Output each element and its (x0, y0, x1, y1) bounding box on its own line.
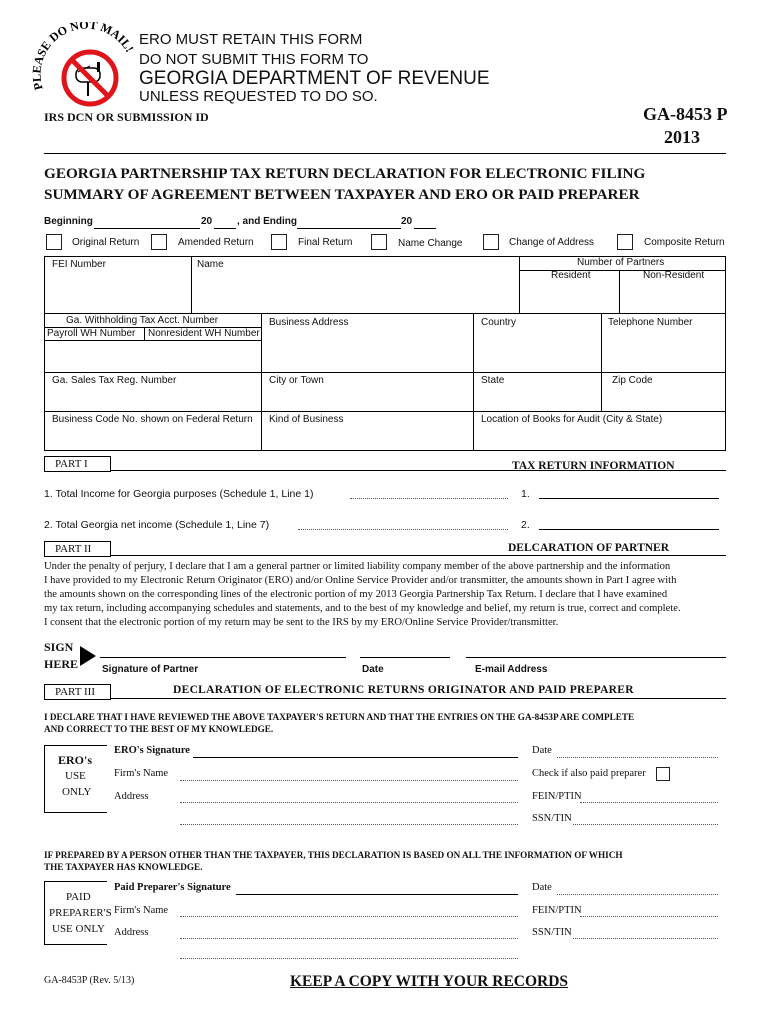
pp-box-line-3: USE ONLY (52, 923, 105, 935)
pp-firm-field[interactable] (180, 916, 518, 917)
nonresident-label: Non-Resident (643, 270, 705, 281)
city-label: City or Town (269, 375, 324, 386)
pp-date-label: Date (532, 882, 552, 893)
arrow-right-icon (80, 646, 96, 671)
checkbox-amended-return[interactable] (151, 234, 167, 250)
pp-signature-field[interactable] (236, 894, 518, 895)
form-revision: GA-8453P (Rev. 5/13) (44, 975, 135, 986)
header-line-3: GEORGIA DEPARTMENT OF REVENUE (139, 68, 490, 89)
sales-tax-label: Ga. Sales Tax Reg. Number (52, 375, 177, 386)
keep-copy-notice: KEEP A COPY WITH YOUR RECORDS (290, 973, 569, 990)
checkbox-paid-preparer[interactable] (656, 767, 670, 781)
part-1-label: PART I (44, 456, 111, 472)
part-3-title: DECLARATION OF ELECTRONIC RETURNS ORIGINATOR AND PAID PREPARER (173, 684, 634, 696)
form-id: GA-8453 P (643, 104, 728, 124)
country-label: Country (481, 317, 517, 328)
pp-signature-label: Paid Preparer's Signature (114, 882, 231, 893)
ero-fein-label: FEIN/PTIN (532, 791, 582, 802)
label-name-change: Name Change (398, 238, 463, 249)
part-2-title: DELCARATION OF PARTNER (508, 542, 670, 554)
line-1-number: 1. (521, 488, 530, 500)
ero-fein-field[interactable] (580, 802, 718, 803)
ero-address-label: Address (114, 791, 149, 802)
form-title-2: SUMMARY OF AGREEMENT BETWEEN TAXPAYER AND ERO OR PAID PREPARER (44, 186, 640, 203)
ending-year-field[interactable] (414, 228, 436, 229)
form-year: 2013 (664, 127, 700, 147)
beginning-field[interactable] (94, 228, 200, 229)
checkbox-composite-return[interactable] (617, 234, 633, 250)
signature-of-partner-label: Signature of Partner (102, 664, 199, 675)
ero-ssn-field[interactable] (573, 824, 718, 825)
nonres-wh-label: Nonresident WH Number (148, 328, 260, 339)
telephone-label: Telephone Number (608, 317, 693, 328)
pp-fein-field[interactable] (580, 916, 718, 917)
ero-address-field-2[interactable] (180, 824, 518, 825)
ending-century: 20 (401, 216, 413, 227)
label-composite-return: Composite Return (644, 237, 725, 248)
sign-label: SIGN (44, 640, 74, 654)
partner-date-label: Date (362, 664, 384, 675)
label-final-return: Final Return (298, 237, 353, 248)
fei-number-label: FEI Number (52, 259, 106, 270)
ero-signature-field[interactable] (193, 757, 518, 758)
form-title-1: GEORGIA PARTNERSHIP TAX RETURN DECLARATION FOR ELECTRONIC FILING (44, 165, 646, 182)
preparer-declaration-line-1: IF PREPARED BY A PERSON OTHER THAN THE TAXPAYER, THIS DECLARATION IS BASED ON ALL THE INFORMATION OF WHICH (44, 850, 623, 860)
checkbox-name-change[interactable] (371, 234, 387, 250)
ero-date-label: Date (532, 745, 552, 756)
part-1-title: TAX RETURN INFORMATION (512, 460, 675, 472)
preparer-declaration-line-2: THE TAXPAYER HAS KNOWLEDGE. (44, 862, 203, 872)
line-2-number: 2. (521, 519, 530, 531)
ero-address-field[interactable] (180, 802, 518, 803)
zip-label: Zip Code (612, 375, 653, 386)
pp-box-line-2: PREPARER'S (49, 907, 112, 919)
state-label: State (481, 375, 505, 386)
partner-signature-field[interactable] (100, 657, 346, 658)
num-partners-label: Number of Partners (577, 257, 665, 268)
beginning-century: 20 (201, 216, 213, 227)
ero-box-line-3: ONLY (62, 786, 92, 798)
pp-address-field[interactable] (180, 938, 518, 939)
pp-firm-label: Firm's Name (114, 905, 169, 916)
pp-ssn-field[interactable] (573, 938, 718, 939)
ero-box-line-2: USE (65, 770, 86, 782)
pp-box-line-1: PAID (66, 891, 91, 903)
header-line-4: UNLESS REQUESTED TO DO SO. (139, 88, 378, 105)
beginning-label: Beginning (44, 216, 93, 227)
business-address-label: Business Address (269, 317, 349, 328)
beginning-year-field[interactable] (214, 228, 236, 229)
stamp-text: ASE DO NOT MAIL! (32, 22, 137, 67)
ero-firm-label: Firm's Name (114, 768, 169, 779)
ending-field[interactable] (297, 228, 401, 229)
partner-date-field[interactable] (360, 657, 450, 658)
checkbox-final-return[interactable] (271, 234, 287, 250)
part-3-label: PART III (44, 684, 111, 700)
line-2-label: 2. Total Georgia net income (Schedule 1, Line 7) (44, 519, 270, 531)
pp-address-field-2[interactable] (180, 958, 518, 959)
ending-label: , and Ending (237, 216, 297, 227)
checkbox-original-return[interactable] (46, 234, 62, 250)
ero-box-line-1: ERO's (58, 753, 93, 767)
do-not-mail-stamp (32, 22, 142, 112)
declaration-line-3: the amounts shown on the corresponding lines of the electronic portion of my 2013 Georgia Partnership Tax Return. I declare that I have examined (44, 589, 668, 600)
wh-acct-label: Ga. Withholding Tax Acct. Number (66, 315, 219, 326)
declaration-line-4: my tax return, including accompanying schedules and statements, and to the best of my knowledge and belief, my return is true, correct and complete. (44, 603, 681, 614)
payroll-wh-label: Payroll WH Number (47, 328, 136, 339)
name-label: Name (197, 259, 224, 270)
pp-date-field[interactable] (557, 894, 718, 895)
ero-declaration-line-1: I DECLARE THAT I HAVE REVIEWED THE ABOVE TAXPAYER'S RETURN AND THAT THE ENTRIES ON THE GA-8453P ARE COMPLETE (44, 712, 635, 722)
check-paid-preparer-label: Check if also paid preparer (532, 768, 646, 779)
line-1-label: 1. Total Income for Georgia purposes (Schedule 1, Line 1) (44, 488, 314, 500)
ero-date-field[interactable] (557, 757, 718, 758)
ero-firm-field[interactable] (180, 780, 518, 781)
header-line-2: DO NOT SUBMIT THIS FORM TO (139, 51, 369, 68)
part-2-label: PART II (44, 541, 111, 557)
ero-signature-label: ERO's Signature (114, 745, 190, 756)
declaration-line-5: I consent that the electronic portion of my return may be sent to the IRS by my ERO/Online Service Provider/transmitter. (44, 617, 559, 628)
resident-label: Resident (551, 270, 591, 281)
pp-ssn-label: SSN/TIN (532, 927, 572, 938)
header-line-1: ERO MUST RETAIN THIS FORM (139, 31, 363, 48)
kind-business-label: Kind of Business (269, 414, 344, 425)
books-location-label: Location of Books for Audit (City & State) (481, 414, 663, 425)
label-amended-return: Amended Return (178, 237, 254, 248)
line-2-amount-field[interactable] (539, 529, 719, 530)
dcn-label: IRS DCN OR SUBMISSION ID (44, 110, 209, 124)
checkbox-change-of-address[interactable] (483, 234, 499, 250)
ero-declaration-line-2: AND CORRECT TO THE BEST OF MY KNOWLEDGE. (44, 724, 274, 734)
line-1-amount-field[interactable] (539, 498, 719, 499)
here-label: HERE (44, 657, 79, 671)
label-original-return: Original Return (72, 237, 140, 248)
partner-email-field[interactable] (466, 657, 726, 658)
declaration-line-2: I have provided to my Electronic Return Originator (ERO) and/or Online Service Provider and/or transmitter, the amounts shown in Part I agree with (44, 575, 677, 586)
pp-address-label: Address (114, 927, 149, 938)
email-address-label: E-mail Address (475, 664, 548, 675)
pp-fein-label: FEIN/PTIN (532, 905, 582, 916)
business-code-label: Business Code No. shown on Federal Return (52, 414, 253, 425)
declaration-line-1: Under the penalty of perjury, I declare that I am a general partner or limited liability company member of the above partnership and the information (44, 561, 671, 572)
label-change-of-address: Change of Address (509, 237, 595, 248)
ero-ssn-label: SSN/TIN (532, 813, 572, 824)
